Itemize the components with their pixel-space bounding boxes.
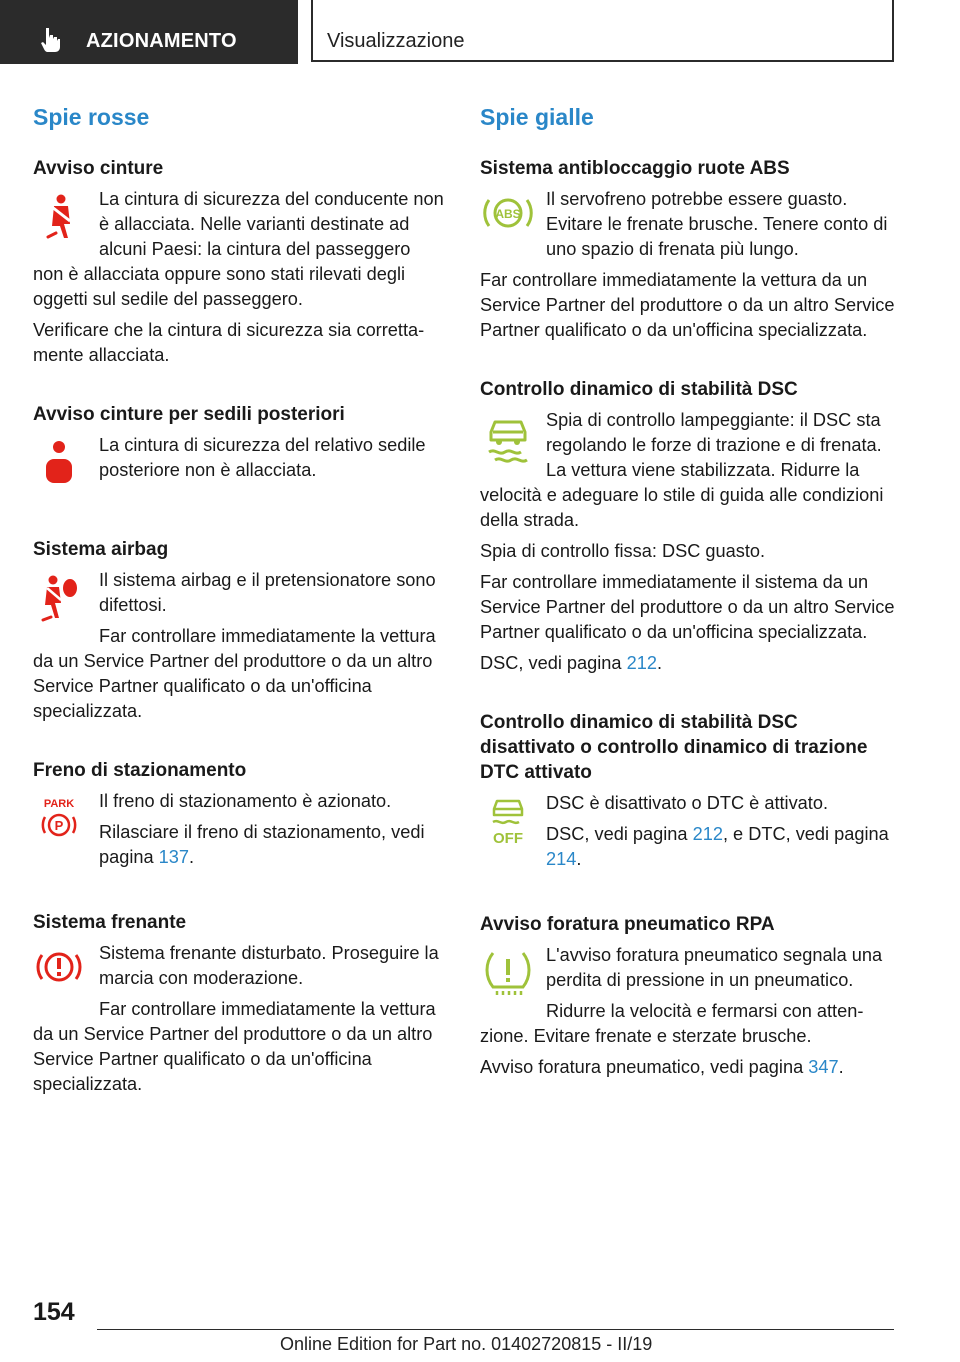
abs-label: ABS [495,207,521,221]
text-span: DSC, vedi pagina [546,824,693,844]
entry-text: Ridurre la velocità e fermarsi con attenzione. Evitare frenate e sterzate brusche. [480,1001,864,1046]
entry-text: Far controllare immediatamente la vettura da un Service Partner del produttore o da un altro Service Partner qualificato o da un'officina specializzata. [480,270,895,340]
entry-title: Sistema frenante [33,912,187,933]
text-span: , e DTC, vedi pagina [722,824,889,844]
page-reference-link[interactable]: 212 [626,653,657,673]
tire-puncture-warning-entry [480,912,896,1080]
airbag-icon [33,568,85,634]
brake-system-entry [33,910,445,1097]
footer-divider [97,1329,894,1330]
entry-text: Far controllare immediatamente la vettura da un Service Partner del produttore o da un altro Service Partner qualificato o da un'officina specializzata. [33,626,436,721]
page-number: 154 [33,1298,75,1326]
text-span: Avviso foratura pneumatico, vedi pagina [480,1057,809,1077]
entry-text: La cintura di sicurezza del conducente non è allacciata. Nelle varianti destinate ad alcuni Paesi: la cintura del passeggero non è allacciata oppure sono stati rilevati degli oggetti sul sedile del passeggero. [33,189,444,309]
brake-warning-icon [33,941,85,1007]
seatbelt-warning-entry [33,156,445,368]
tire-pressure-warning-icon [480,943,536,1009]
page-reference-link[interactable]: 347 [808,1057,839,1077]
text-span: Rilasciare il freno di stazionamento, vedi pagina [99,822,425,867]
red-lights-heading: Spie rosse [33,104,150,130]
entry-title: Controllo dinamico di stabilità DSC disattivato o controllo dinamico di trazione DTC attivato [480,712,868,783]
abs-entry [480,156,896,343]
entry-text [480,1055,896,1080]
section-title: AZIONAMENTO [86,30,237,52]
text-span: DSC, vedi pagina [480,653,627,673]
hand-pointer-icon [40,27,62,53]
text-span: . [576,849,582,869]
entry-text [480,651,896,676]
entry-title: Freno di stazionamento [33,760,247,781]
entry-title: Avviso cinture [33,158,164,179]
yellow-lights-column [480,100,896,1114]
seatbelt-warning-icon [33,187,85,253]
entry-text: La cintura di sicurezza del relativo sedile posteriore non è allacciata. [99,435,426,480]
entry-text: Spia di controllo fissa: DSC guasto. [480,541,766,561]
subsection-tab [311,0,894,62]
rear-seat-occupant-icon [33,433,85,499]
text-span: . [656,653,663,673]
dsc-icon [480,408,536,474]
svg-text:P: P [54,818,64,833]
rear-seatbelt-warning-entry [33,402,445,503]
entry-text: Il servofreno potrebbe essere guasto. Evitare le frenate brusche. Tenere conto di uno spazio di frenata più lungo. [546,189,888,259]
entry-text: Far controllare immediatamente la vettura da un Service Partner del produttore o da un altro Service Partner qualificato o da un'officina specializzata. [33,999,436,1094]
subsection-title: Visualizzazione [327,30,465,52]
parking-brake-entry [33,758,445,876]
dsc-entry [480,377,896,676]
park-label: PARK [43,798,75,810]
entry-text: Il freno di stazionamento è azionato. [99,791,392,811]
page-reference-link[interactable]: 137 [158,847,190,867]
abs-icon [480,187,536,253]
entry-title: Sistema antibloccaggio ruote ABS [480,158,790,179]
entry-text: L'avviso foratura pneumatico segnala una perdita di pressione in un pneumatico. [546,945,883,990]
entry-text: Sistema frenante disturbato. Proseguire la marcia con moderazione. [99,943,439,988]
entry-title: Sistema airbag [33,539,169,560]
section-tab [0,0,298,64]
entry-text: Verificare che la cintura di sicurezza sia correttamente allacciata. [33,320,425,365]
entry-text [33,820,445,870]
text-span: . [838,1057,844,1077]
entry-text: Far controllare immediatamente il sistema da un Service Partner del produttore o da un altro Service Partner qualificato o da un'officina specializzata. [480,572,895,642]
text-span: . [189,847,195,867]
entry-title: Avviso foratura pneumatico RPA [480,914,775,935]
entry-text [480,822,896,872]
dsc-off-dtc-entry [480,710,896,878]
entry-title: Controllo dinamico di stabilità DSC [480,379,798,400]
parking-brake-icon [33,789,85,855]
page-reference-link[interactable]: 214 [546,849,577,869]
entry-text: DSC è disattivato o DTC è attivato. [546,793,829,813]
page-reference-link[interactable]: 212 [692,824,723,844]
entry-title: Avviso cinture per sedili posteriori [33,404,345,425]
entry-text: Il sistema airbag e il pretensionatore sono difettosi. [99,570,436,615]
off-label: OFF [493,830,523,847]
dsc-off-icon [480,791,536,857]
airbag-system-entry [33,537,445,724]
entry-text: Spia di controllo lampeggiante: il DSC sta regolando le forze di trazione e di frenata. La vettura viene stabilizzata. Ridurre la velocità e adeguare lo stile di guida alle condizioni della strada. [480,410,884,530]
yellow-lights-heading: Spie gialle [480,104,594,130]
red-lights-column [33,100,445,1131]
edition-note: Online Edition for Part no. 01402720815 - II/19 [280,1334,653,1354]
